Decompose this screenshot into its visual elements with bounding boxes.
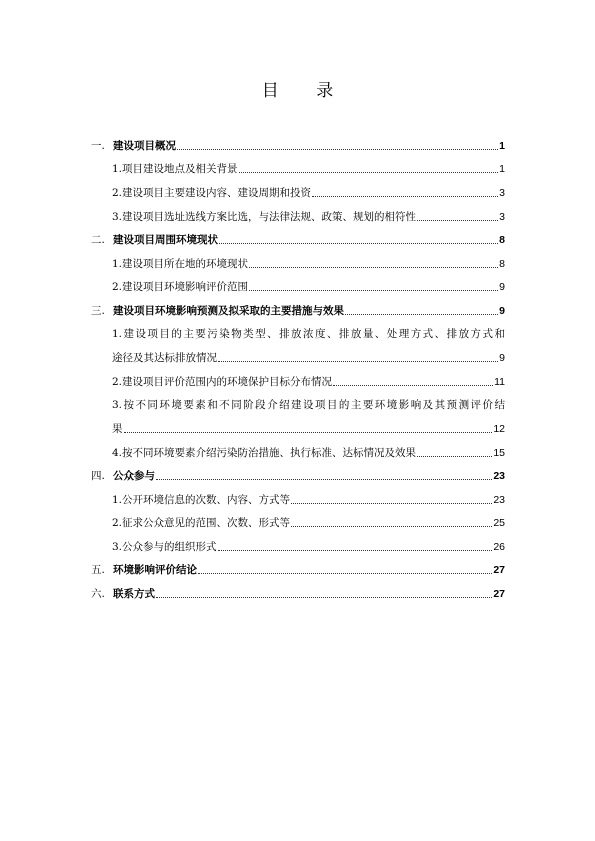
toc-entry-title: 建设项目概况 bbox=[113, 140, 176, 152]
toc-entry-page: 1 bbox=[499, 140, 505, 152]
toc-entry[interactable] bbox=[91, 139, 505, 153]
dot-leader bbox=[417, 456, 492, 457]
dot-leader bbox=[333, 385, 493, 386]
toc-entry[interactable] bbox=[112, 186, 505, 200]
toc-entry-page: 23 bbox=[493, 494, 505, 506]
toc-entry-page: 3 bbox=[499, 211, 505, 223]
toc-entry-title: 2.建设项目评价范围内的环境保护目标分布情况 bbox=[112, 376, 333, 388]
dot-leader bbox=[291, 526, 492, 527]
toc-entry-page: 8 bbox=[499, 258, 505, 270]
toc-entry-title: 公众参与 bbox=[113, 470, 155, 482]
dot-leader bbox=[345, 314, 498, 315]
toc-entry-page: 15 bbox=[493, 447, 505, 459]
toc-entry[interactable] bbox=[91, 563, 505, 577]
dot-leader bbox=[249, 267, 498, 268]
dot-leader bbox=[249, 290, 498, 291]
toc-entry-title: 3.公众参与的组织形式 bbox=[112, 541, 217, 553]
toc-entry[interactable] bbox=[112, 210, 505, 224]
toc-entry-title: 3.建设项目选址选线方案比选，与法律法规、政策、规划的相符性 bbox=[112, 211, 417, 223]
toc-entry[interactable] bbox=[112, 493, 505, 507]
toc-entry-title: 4.按不同环境要素介绍污染防治措施、执行标准、达标情况及效果 bbox=[112, 447, 417, 459]
toc-entry[interactable] bbox=[91, 469, 505, 483]
toc-entry-title: 2.征求公众意见的范围、次数、形式等 bbox=[112, 517, 291, 529]
toc-entry-title: 途径及其达标排放情况 bbox=[112, 352, 217, 364]
dot-leader bbox=[239, 172, 499, 173]
toc-entry-page: 9 bbox=[499, 305, 505, 317]
toc-entry[interactable] bbox=[112, 162, 505, 176]
toc-entry-title-line1[interactable]: 1.建设项目的主要污染物类型、排放浓度、排放量、处理方式、排放方式和 bbox=[112, 328, 505, 340]
dot-leader bbox=[312, 196, 498, 197]
toc-entry-title: 建设项目环境影响预测及拟采取的主要措施与效果 bbox=[113, 305, 344, 317]
toc-entry-page: 26 bbox=[493, 541, 505, 553]
toc-entry-number: 一. bbox=[91, 140, 105, 152]
toc-entry-number: 四. bbox=[91, 470, 105, 482]
toc-entry-page: 9 bbox=[499, 281, 505, 293]
toc-entry-page: 23 bbox=[493, 470, 505, 482]
toc-entry-title: 2.建设项目环境影响评价范围 bbox=[112, 281, 249, 293]
toc-entry-number: 二. bbox=[91, 234, 105, 246]
toc-entry-page: 3 bbox=[499, 187, 505, 199]
toc-entry-title: 1.公开环境信息的次数、内容、方式等 bbox=[112, 494, 291, 506]
toc-entry-page: 12 bbox=[493, 423, 505, 435]
toc-entry-page: 27 bbox=[493, 588, 505, 600]
toc-entry[interactable] bbox=[112, 516, 505, 530]
toc-entry-page: 11 bbox=[494, 376, 505, 388]
toc-entry-title: 环境影响评价结论 bbox=[113, 564, 197, 576]
toc-entry-title-line1[interactable]: 3.按不同环境要素和不同阶段介绍建设项目的主要环境影响及其预测评价结 bbox=[112, 399, 505, 411]
toc-entry[interactable] bbox=[112, 540, 505, 554]
dot-leader bbox=[156, 479, 492, 480]
toc-entry-page: 8 bbox=[499, 234, 505, 246]
toc-entry-number: 五. bbox=[91, 564, 105, 576]
dot-leader bbox=[156, 597, 492, 598]
toc-entry-number: 六. bbox=[91, 588, 105, 600]
page-title: 目 录 bbox=[261, 81, 350, 101]
toc-entry-title: 果 bbox=[112, 423, 123, 435]
toc-entry[interactable] bbox=[112, 280, 505, 294]
toc-entry-page: 9 bbox=[499, 352, 505, 364]
toc-entry-title: 1.项目建设地点及相关背景 bbox=[112, 163, 238, 175]
toc-entry[interactable] bbox=[112, 375, 505, 389]
toc-entry-title: 联系方式 bbox=[113, 588, 155, 600]
toc-entry-number: 三. bbox=[91, 305, 105, 317]
dot-leader bbox=[219, 243, 498, 244]
toc-entry[interactable] bbox=[112, 422, 505, 436]
toc-entry[interactable] bbox=[112, 257, 505, 271]
dot-leader bbox=[218, 550, 493, 551]
toc-entry-title: 2.建设项目主要建设内容、建设周期和投资 bbox=[112, 187, 312, 199]
toc-entry[interactable] bbox=[91, 587, 505, 601]
toc-entry-title: 1.建设项目所在地的环境现状 bbox=[112, 258, 249, 270]
toc-entry[interactable] bbox=[91, 233, 505, 247]
toc-entry-title: 建设项目周围环境现状 bbox=[113, 234, 218, 246]
toc-entry[interactable] bbox=[112, 446, 505, 460]
dot-leader bbox=[124, 432, 493, 433]
toc-entry-page: 27 bbox=[493, 564, 505, 576]
toc-entry-page: 25 bbox=[493, 517, 505, 529]
dot-leader bbox=[218, 361, 498, 362]
dot-leader bbox=[417, 220, 498, 221]
toc-entry[interactable] bbox=[112, 351, 505, 365]
dot-leader bbox=[291, 503, 492, 504]
dot-leader bbox=[177, 149, 498, 150]
toc-entry-page: 1 bbox=[499, 163, 505, 175]
dot-leader bbox=[198, 573, 492, 574]
toc-entry[interactable] bbox=[91, 304, 505, 318]
